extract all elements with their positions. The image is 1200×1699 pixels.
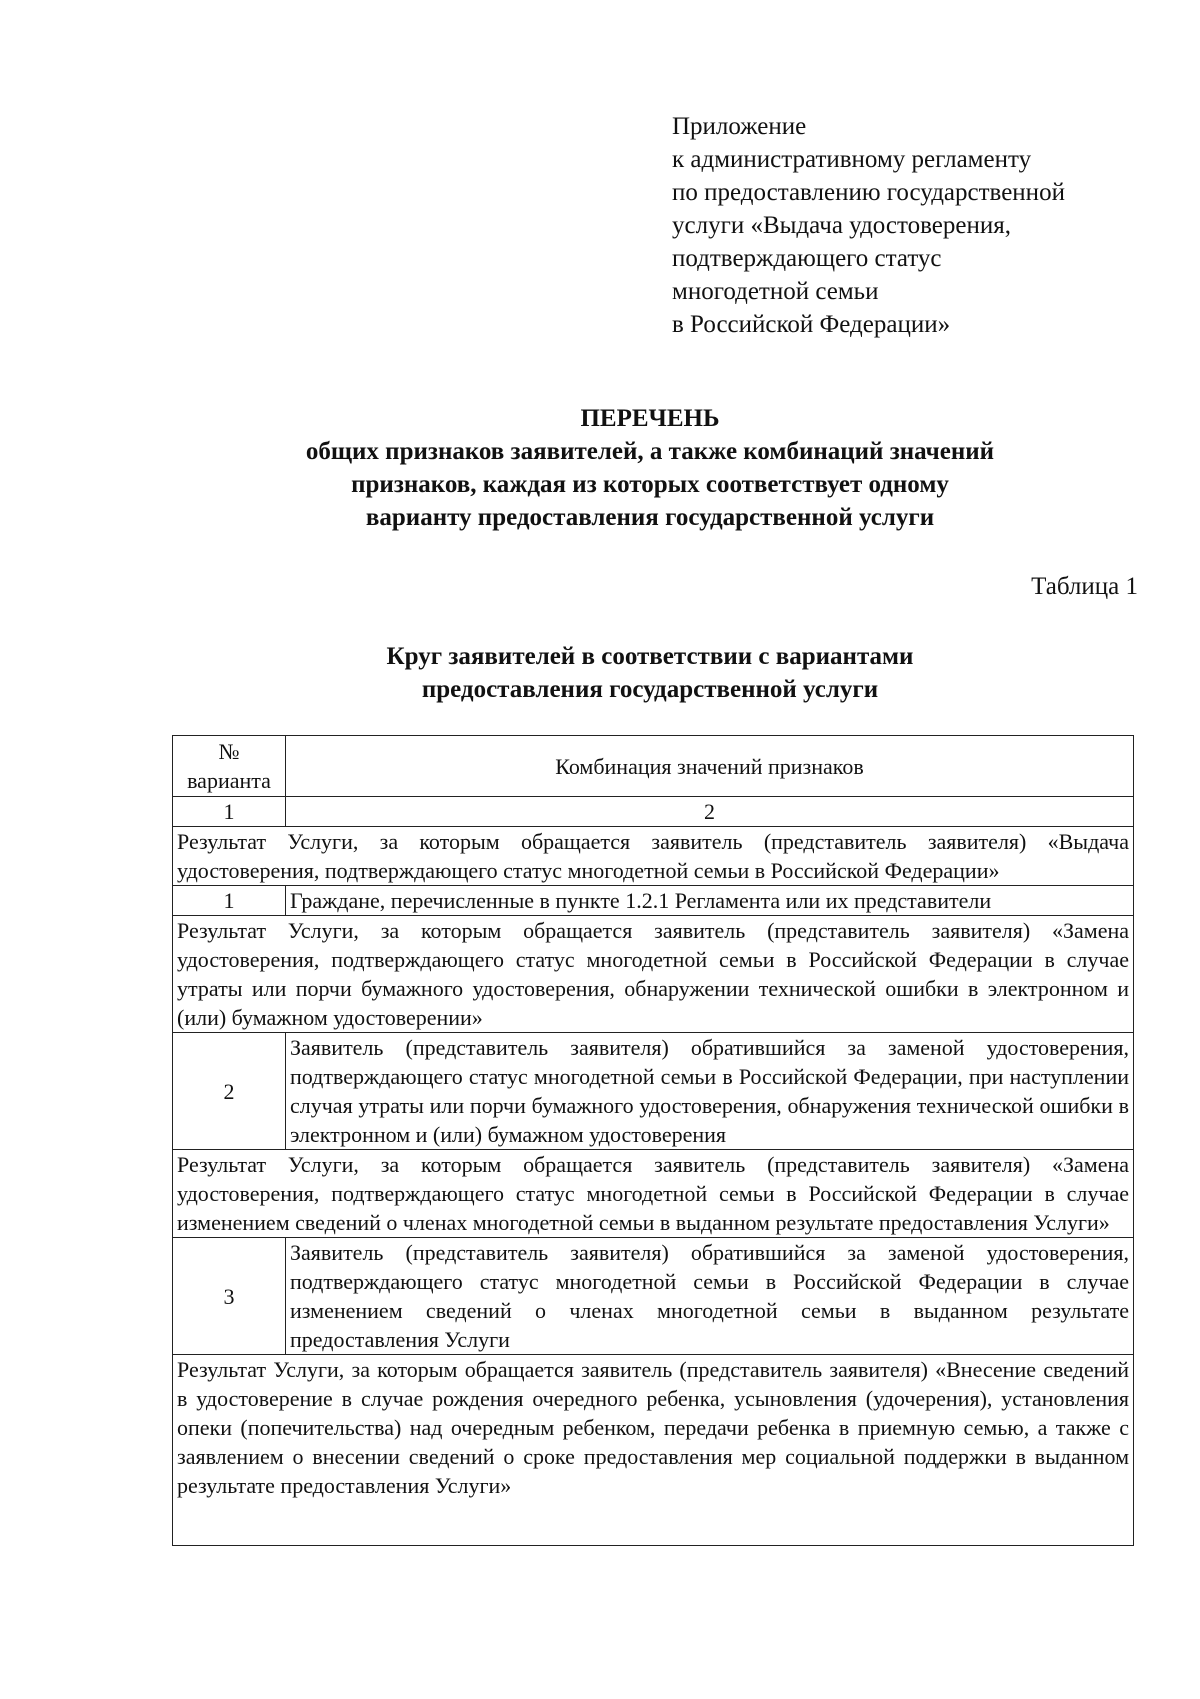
index-col-2: 2 <box>286 797 1134 827</box>
table-number: Таблица 1 <box>1031 573 1138 600</box>
variants-table <box>172 735 1134 1546</box>
table-index-row <box>173 797 1134 827</box>
appendix-line: в Российской Федерации» <box>672 311 951 338</box>
index-col-1: 1 <box>173 797 286 827</box>
variant-text: Заявитель (представитель заявителя) обратившийся за заменой удостоверения, подтверждающего статус многодетной семьи в Российской Федерации в случае изменением сведений о членах многодетной семьи в выданном результате предоставления Услуги <box>286 1238 1134 1355</box>
header-combination: Комбинация значений признаков <box>286 736 1134 797</box>
result-row <box>173 827 1134 886</box>
variant-row <box>173 1033 1134 1150</box>
variant-number: 1 <box>173 886 286 916</box>
variant-text: Заявитель (представитель заявителя) обратившийся за заменой удостоверения, подтверждающего статус многодетной семьи в Российской Федерации, при наступлении случая утраты или порчи бумажного удостоверения, обнаружения технической ошибки в электронном и (или) бумажном удостоверения <box>286 1033 1134 1150</box>
appendix-line: к административному регламенту <box>672 146 1032 173</box>
appendix-line: услуги «Выдача удостоверения, <box>672 212 1011 239</box>
heading-subtitle-line: варианту предоставления государственной услуги <box>365 504 935 531</box>
header-variant-number: № варианта <box>173 736 286 797</box>
variant-number: 3 <box>173 1238 286 1355</box>
result-row <box>173 916 1134 1033</box>
table-title-line: Круг заявителей в соответствии с вариантами <box>386 643 914 670</box>
variant-number: 2 <box>173 1033 286 1150</box>
appendix-line: по предоставлению государственной <box>672 179 1065 206</box>
heading-title: ПЕРЕЧЕНЬ <box>580 405 720 432</box>
heading-subtitle-line: признаков, каждая из которых соответствует одному <box>351 471 949 498</box>
appendix-line: многодетной семьи <box>672 278 879 305</box>
variant-row <box>173 886 1134 916</box>
table-title-line: предоставления государственной услуги <box>421 676 879 703</box>
result-text: Результат Услуги, за которым обращается заявитель (представитель заявителя) «Замена удостоверения, подтверждающего статус многодетной семьи в Российской Федерации в случае изменением сведений о членах многодетной семьи в выданном результате предоставления Услуги» <box>173 1150 1134 1238</box>
variant-text: Граждане, перечисленные в пункте 1.2.1 Регламента или их представители <box>286 886 1134 916</box>
table-title <box>150 640 1150 706</box>
result-text: Результат Услуги, за которым обращается заявитель (представитель заявителя) «Выдача удостоверения, подтверждающего статус многодетной семьи в Российской Федерации» <box>173 827 1134 886</box>
appendix-line: Приложение <box>672 113 807 140</box>
document-heading <box>150 402 1150 534</box>
table-header-row <box>173 736 1134 797</box>
result-row <box>173 1150 1134 1238</box>
result-row <box>173 1355 1134 1546</box>
result-text: Результат Услуги, за которым обращается заявитель (представитель заявителя) «Внесение сведений в удостоверение в случае рождения очередного ребенка, усыновления (удочерения), установления опеки (попечительства) над очередным ребенком, передачи ребенка в приемную семью, а также с заявлением о внесении сведений о сроке предоставления мер социальной поддержки в выданном результате предоставления Услуги» <box>173 1355 1134 1546</box>
heading-subtitle-line: общих признаков заявителей, а также комбинаций значений <box>305 438 995 465</box>
result-text: Результат Услуги, за которым обращается заявитель (представитель заявителя) «Замена удостоверения, подтверждающего статус многодетной семьи в Российской Федерации в случае утраты или порчи бумажного удостоверения, обнаружении технической ошибки в электронном и (или) бумажном удостоверении» <box>173 916 1134 1033</box>
appendix-line: подтверждающего статус <box>672 245 942 272</box>
variant-row <box>173 1238 1134 1355</box>
appendix-note <box>672 110 1172 341</box>
